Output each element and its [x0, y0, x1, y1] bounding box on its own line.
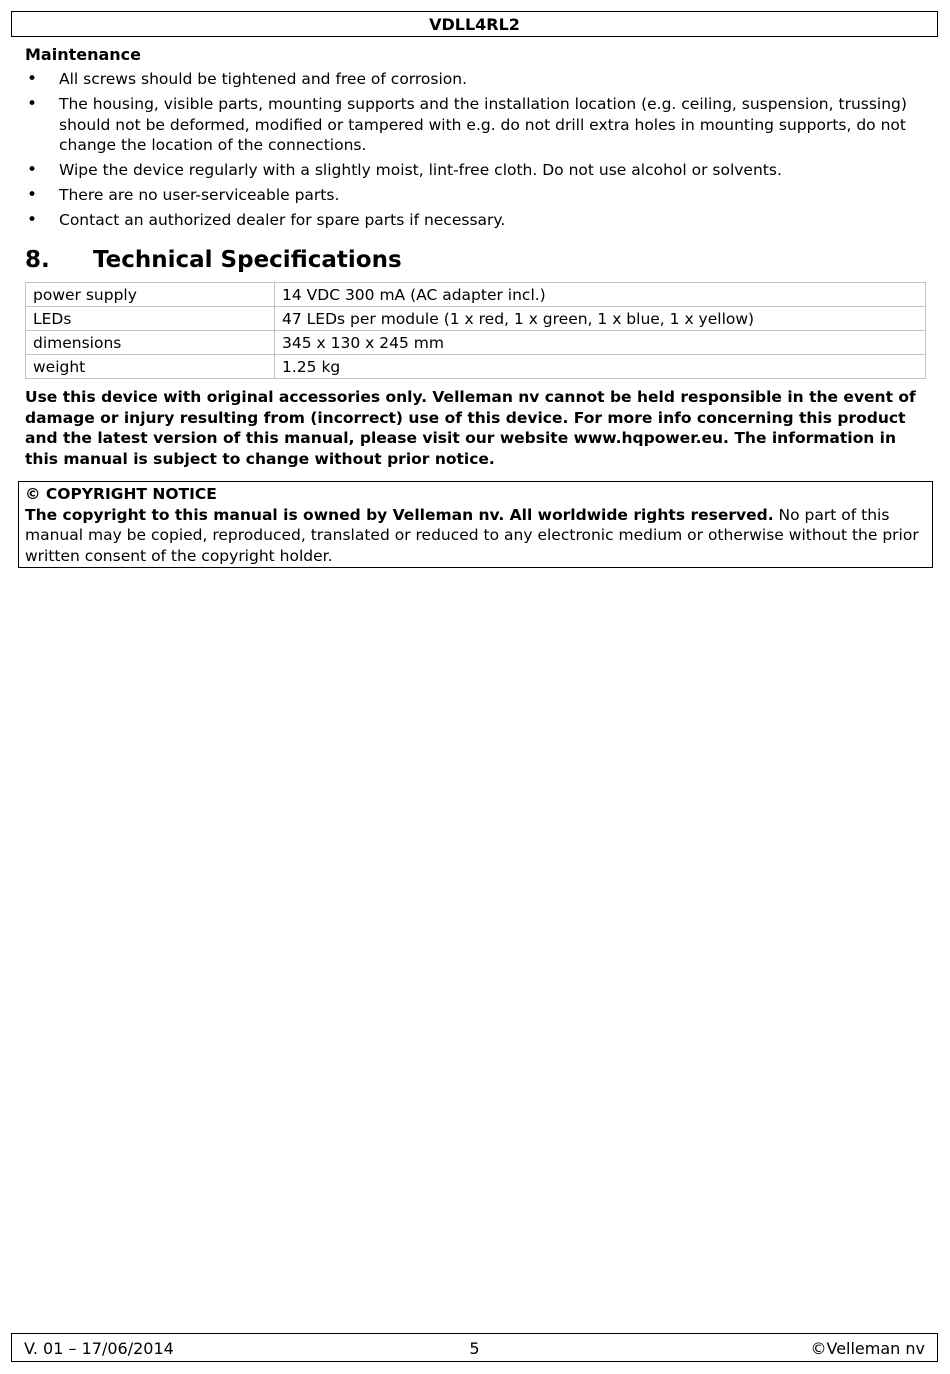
model-name: VDLL4RL2 [429, 15, 520, 34]
spec-value: 47 LEDs per module (1 x red, 1 x green, 1 x blue, 1 x yellow) [275, 307, 926, 331]
table-row [26, 331, 926, 355]
maintenance-heading: Maintenance [25, 45, 142, 64]
spec-value: 1.25 kg [275, 355, 926, 379]
page-footer [11, 1333, 938, 1362]
list-item: • All screws should be tightened and free of corrosion. [25, 69, 930, 90]
list-item: • The housing, visible parts, mounting supports and the installation location (e.g. ceiling, suspension, trussing) should not be deformed, modified or tampered with e.g. do not drill extra holes in mounting supports, do not change the location of the connections. [25, 94, 930, 156]
specifications-table [25, 282, 926, 379]
copyright-notice [18, 481, 933, 568]
table-row [26, 355, 926, 379]
spec-label: weight [26, 355, 275, 379]
list-item: • There are no user-serviceable parts. [25, 185, 930, 206]
spec-value: 14 VDC 300 mA (AC adapter incl.) [275, 283, 926, 307]
list-item: • Wipe the device regularly with a slightly moist, lint-free cloth. Do not use alcohol or solvents. [25, 160, 930, 181]
copyright-owner: ©Velleman nv [810, 1339, 925, 1358]
page-header [11, 11, 938, 37]
table-row [26, 307, 926, 331]
list-item: • Contact an authorized dealer for spare parts if necessary. [25, 210, 930, 231]
specifications-heading [25, 245, 402, 275]
maintenance-list [25, 69, 930, 235]
version-date: V. 01 – 17/06/2014 [24, 1339, 174, 1358]
spec-label: LEDs [26, 307, 275, 331]
page-number: 5 [469, 1339, 480, 1358]
copyright-text: No part of this manual may be copied, reproduced, translated or reduced to any electronic medium or otherwise without the prior written consent of the copyright holder. [25, 505, 919, 566]
spec-label: power supply [26, 283, 275, 307]
copyright-title: © COPYRIGHT NOTICE [25, 485, 217, 503]
spec-label: dimensions [26, 331, 275, 355]
spec-value: 345 x 130 x 245 mm [275, 331, 926, 355]
section-number: 8. [25, 247, 50, 273]
section-title: Technical Specifications [93, 247, 402, 273]
table-row [26, 283, 926, 307]
copyright-statement: The copyright to this manual is owned by Velleman nv. All worldwide rights reserved. [25, 505, 774, 524]
usage-notice: Use this device with original accessories only. Velleman nv cannot be held responsible in the event of damage or injury resulting from (incorrect) use of this device. For more info concerning this product and the latest version of this manual, please visit our website www.hqpower.eu. The information in this manual is subject to change without prior notice. [25, 388, 916, 469]
